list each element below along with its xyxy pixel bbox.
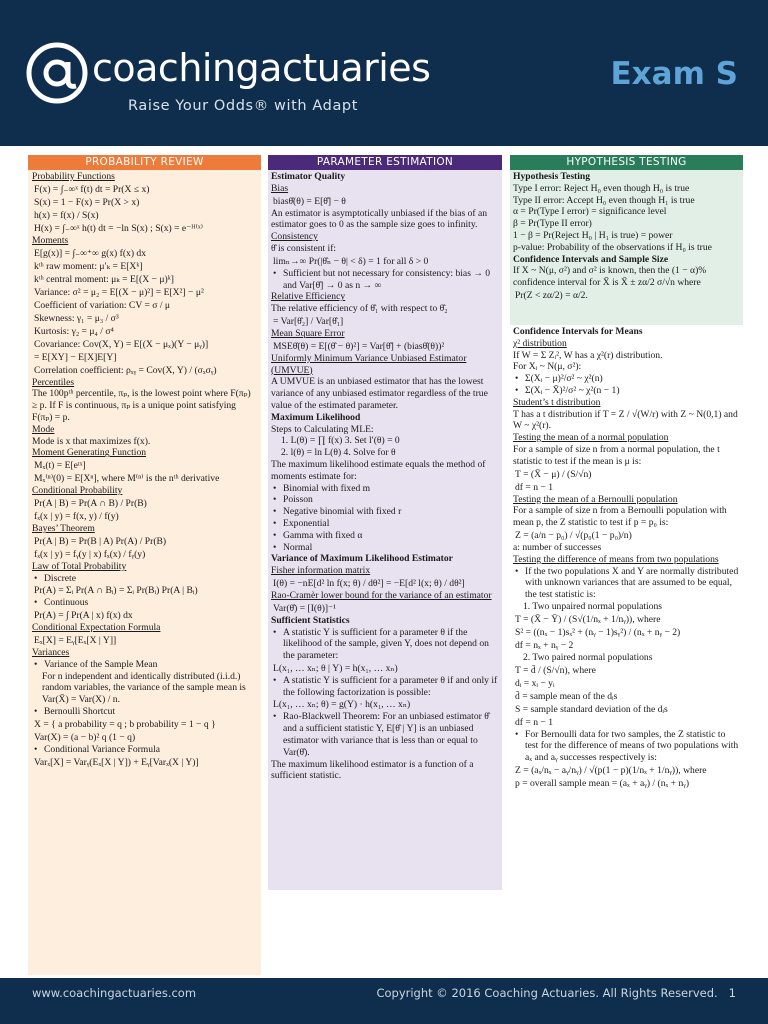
col3-line: p-value: Probability of the observations if H₀ is true	[513, 241, 712, 253]
col2-line: The relative efficiency of θ̂₁ with respect to θ̂₂	[271, 303, 448, 315]
col2-line: Relative Efficiency	[271, 291, 346, 303]
col3-line: S = sample standard deviation of the dᵢs	[515, 703, 668, 715]
col3-line: Pr(Z < zα/2) = α/2.	[515, 289, 588, 301]
col3-line: T = (X̄ − μ) / (S/√n)	[515, 468, 592, 480]
col2-line: • Negative binomial with fixed r	[271, 506, 499, 518]
hypothesis-testing-column	[510, 155, 743, 791]
col3-line: Type I error: Reject H₀ even though H₀ is true	[513, 182, 690, 194]
col2-line: Rao-Cramèr lower bound for the variance of an estimator	[271, 589, 492, 601]
page-header	[0, 0, 768, 146]
col2-line: • Exponential	[271, 518, 499, 530]
exam-title: Exam S	[610, 56, 738, 92]
col2-line: 2. l(θ) = ln L(θ) 4. Solve for θ	[281, 447, 396, 459]
col1-line: Moments	[32, 234, 69, 246]
col3-line: • For Bernoulli data for two samples, the Z statistic to test for the difference of means of two populations with aₓ and aᵧ successes respectively is:	[513, 729, 740, 764]
col3-line: 1. Two unpaired normal populations	[523, 600, 663, 612]
col2-line: • A statistic Y is sufficient for a parameter θ if the likelihood of the sample, given Y, does not depend on the parameter:	[271, 627, 499, 662]
col1-line: Variance: σ² = μ₂ = E[(X − μ)²] = E[X²] − μ²	[34, 286, 204, 298]
col3-line: • If the two populations X and Y are normally distributed with unknown variances that are assumed to be equal, the test statistic is:	[513, 566, 740, 601]
col2-line: limₙ→∞ Pr(|θ̂ₙ − θ| < δ) = 1 for all δ > 0	[273, 255, 429, 267]
col3-line: Hypothesis Testing	[513, 171, 591, 182]
col2-line: Var(θ̂) = [I(θ)]⁻¹	[273, 602, 337, 614]
col1-line: Pr(A | B) = Pr(B | A) Pr(A) / Pr(B)	[34, 535, 167, 547]
col1-line: fₓ(x | y) = f(x, y) / f(y)	[34, 510, 119, 522]
col1-line: Eₓ[X] = Eᵧ[Eₓ[X | Y]]	[34, 634, 117, 646]
col3-line: T = d̄ / (S/√n), where	[515, 664, 596, 676]
col1-line: h(x) = f(x) / S(x)	[34, 209, 99, 221]
col1-line: kᵗʰ central moment: μₖ = E[(X − μ)ᵏ]	[34, 273, 174, 285]
col1-line: Mₓ(t) = E[eᵗˣ]	[34, 460, 86, 472]
col3-line: For a sample of size n from a normal population, the t statistic to test if the mean is μ is:	[513, 443, 720, 467]
col3-line: df = nₓ + nᵧ − 2	[515, 639, 574, 651]
col3-line: • Σ(Xᵢ − μ)²/σ² ~ χ²(n)	[513, 373, 740, 385]
footer-url[interactable]: www.coachingactuaries.com	[32, 986, 197, 1000]
col2-line: • A statistic Y is sufficient for a parameter θ if and only if the following factorization is possible:	[271, 675, 499, 699]
col2-line: L(x₁, … xₙ; θ | Y) = h(x₁, … xₙ)	[273, 662, 398, 674]
col3-line: α = Pr(Type I error) = significance level	[513, 206, 667, 218]
footer-copyright	[376, 986, 736, 1000]
col1-line: S(x) = 1 − F(x) = Pr(X > x)	[34, 196, 140, 208]
col3-line: d̄ = sample mean of the dᵢs	[515, 690, 618, 702]
col3-line: Type II error: Accept H₀ even though H₁ is true	[513, 194, 695, 206]
col1-line: Kurtosis: γ₂ = μ₄ / σ⁴	[34, 325, 114, 337]
col2-line: • Gamma with fixed α	[271, 530, 499, 542]
hypothesis-testing-body	[510, 325, 743, 791]
col3-line: χ² distribution	[513, 337, 567, 349]
col1-line: • Discrete	[32, 573, 257, 585]
col1-line: • Bernoulli Shortcut	[32, 706, 257, 718]
probability-review-body	[28, 170, 261, 975]
col3-line: If X ~ N(μ, σ²) and σ² is known, then the (1 − α)% confidence interval for X̄ is X̄ ± zα/2 σ/√n where	[513, 265, 707, 289]
parameter-estimation-body	[268, 170, 502, 783]
col1-line: Mode is x that maximizes f(x).	[32, 435, 151, 447]
col2-line: • Normal	[271, 542, 499, 554]
col3-line: Confidence Intervals for Means	[513, 326, 643, 337]
col3-line: Z = (a/n − p₀) / √(p₀(1 − p₀)/n)	[515, 529, 632, 541]
col1-line: Bayes’ Theorem	[32, 522, 95, 534]
col2-line: Fisher information matrix	[271, 565, 371, 577]
col1-line: The 100pᵗʰ percentile, πₚ, is the lowest point where F(πₚ) ≥ p. If F is continuous, πₚ is a unique point satisfying F(πₚ) = p.	[32, 388, 251, 423]
col1-line: H(x) = ∫₋∞ˣ h(t) dt = −ln S(x) ; S(x) = e⁻ᴴ⁽ˣ⁾	[34, 222, 203, 234]
page-number: 1	[728, 986, 736, 1000]
probability-review-column	[28, 155, 261, 975]
col2-line: Sufficient Statistics	[271, 614, 350, 626]
col1-line: • Conditional Variance Formula	[32, 744, 257, 756]
col1-line: = E[XY] − E[X]E[Y]	[34, 351, 117, 363]
col2-line: I(θ) = −nE[d² ln f(x; θ) / dθ²] = −E[d² l(x; θ) / dθ²]	[273, 577, 465, 589]
col3-line: β = Pr(Type II error)	[513, 218, 592, 230]
col1-line: Law of Total Probability	[32, 560, 127, 572]
col2-line: θ̂ is consistent if:	[271, 242, 337, 254]
col1-line: Pr(A) = Σᵢ Pr(A ∩ Bᵢ) = Σᵢ Pr(Bᵢ) Pr(A | Bᵢ)	[34, 585, 198, 597]
col1-line: Mₓ⁽ⁿ⁾(0) = E[Xⁿ], where M⁽ⁿ⁾ is the nᵗʰ derivative	[34, 473, 220, 485]
col2-line: Maximum Likelihood	[271, 411, 361, 423]
hypothesis-testing-heading: HYPOTHESIS TESTING	[510, 155, 743, 170]
col3-line: Testing the mean of a Bernoulli population	[513, 493, 678, 505]
col2-line: A UMVUE is an unbiased estimator that has the lowest variance of any unbiased estimator regardless of the true value of the estimated parameter.	[271, 376, 488, 411]
col3-line: df = n − 1	[515, 481, 554, 493]
col2-line: An estimator is asymptotically unbiased if the bias of an estimator goes to 0 as the sample size goes to infinity.	[271, 207, 488, 231]
col1-line: Conditional Expectation Formula	[32, 622, 161, 634]
col1-line: fₓ(x | y) = fᵧ(y | x) fₓ(x) / fᵧ(y)	[34, 548, 146, 560]
col1-line: Varₓ[X] = Varᵧ(Eₓ[X | Y]) + Eᵧ[Varₓ(X | Y)]	[34, 756, 199, 768]
col1-line: Variances	[32, 646, 70, 658]
col1-line: • Continuous	[32, 597, 257, 609]
col1-line: Probability Functions	[32, 171, 115, 182]
col3-line: 2. Two paired normal populations	[523, 651, 653, 663]
col2-line: Bias	[271, 182, 289, 194]
col1-line: Skewness: γ₁ = μ₃ / σ³	[34, 312, 119, 324]
col2-line: L(x₁, … xₙ; θ) = g(Y) · h(x₁, … xₙ)	[273, 699, 411, 711]
col1-line: Pr(A | B) = Pr(A ∩ B) / Pr(B)	[34, 497, 147, 509]
col2-line: MSEθ̂(θ) = E[(θ̂ − θ)²] = Var[θ̂] + (biasθ̂(θ))²	[273, 340, 445, 352]
col1-line: kᵗʰ raw moment: μ′ₖ = E[Xᵏ]	[34, 260, 143, 272]
col1-line: Conditional Probability	[32, 485, 123, 497]
col2-line: • Binomial with fixed m	[271, 483, 499, 495]
col3-line: Student’s t distribution	[513, 396, 601, 408]
parameter-estimation-heading: PARAMETER ESTIMATION	[268, 155, 502, 170]
col1-line: Percentiles	[32, 376, 75, 388]
col1-line: Correlation coefficient: ρₓᵧ = Cov(X, Y) / (σₓσᵧ)	[34, 364, 217, 376]
col1-line: Moment Generating Function	[32, 447, 147, 459]
col2-line: The maximum likelihood estimate equals the method of moments estimate for:	[271, 458, 486, 482]
copyright-text: Copyright © 2016 Coaching Actuaries. All Rights Reserved.	[376, 986, 718, 1000]
col3-line: For a sample of size n from a Bernoulli population with mean p, the Z statistic to test if p = p₀ is:	[513, 505, 727, 529]
parameter-estimation-column	[268, 155, 502, 890]
col3-line: T = (X̄ − Ȳ) / (S√(1/nₓ + 1/nᵧ)), where	[515, 613, 661, 625]
col1-line: Covariance: Cov(X, Y) = E[(X − μₓ)(Y − μᵧ)]	[34, 338, 209, 350]
col3-line: Testing the mean of a normal population	[513, 432, 669, 444]
col2-line: • Sufficient but not necessary for consistency: bias → 0 and Var[θ̂] → 0 as n → ∞	[271, 268, 499, 292]
col1-line: F(x) = ∫₋∞ˣ f(t) dt = Pr(X ≤ x)	[34, 183, 150, 195]
col3-line: dᵢ = xᵢ − yᵢ	[515, 677, 555, 689]
col1-line: Coefficient of variation: CV = σ / μ	[34, 299, 171, 311]
col2-line: • Rao-Blackwell Theorem: For an unbiased estimator θ̂ and a sufficient statistic Y, E[θ̂ | Y] is an unbiased estimator with variance that is less than or equal to Var(θ̂).	[271, 711, 499, 758]
col2-line: Uniformly Minimum Variance Unbiased Estimator (UMVUE)	[271, 352, 467, 376]
col1-line: X = { a probability = q ; b probability = 1 − q }	[34, 718, 216, 730]
col2-line: 1. L(θ) = ∏ f(x) 3. Set l′(θ) = 0	[281, 435, 400, 447]
col1-line: Mode	[32, 423, 55, 435]
col3-line: Testing the difference of means from two populations	[513, 553, 719, 565]
col1-line: E[g(x)] = ∫₋∞⁺∞ g(x) f(x) dx	[34, 247, 147, 259]
probability-review-heading: PROBABILITY REVIEW	[28, 155, 261, 170]
col3-line: Confidence Intervals and Sample Size	[513, 253, 669, 265]
col3-line: • Σ(Xᵢ − X̄)²/σ² ~ χ²(n − 1)	[513, 385, 740, 397]
col1-line: For n independent and identically distributed (i.i.d.) random variables, the variance of the sample mean is Var(X̄) = Var(X) / n.	[42, 670, 246, 706]
hypothesis-testing-box	[510, 170, 743, 325]
col1-line: Var(X) = (a − b)² q (1 − q)	[34, 731, 136, 743]
page-footer	[0, 978, 768, 1024]
col2-line: Steps to Calculating MLE:	[271, 423, 374, 435]
col2-line: = Var[θ̂₂] / Var[θ̂₁]	[273, 315, 344, 327]
col2-line: Consistency	[271, 231, 318, 243]
col3-line: 1 − β = Pr(Reject H₀ | H₁ is true) = power	[513, 229, 673, 241]
col3-line: S² = ((nₓ − 1)sₓ² + (nᵧ − 1)sᵧ²) / (nₓ + nᵧ − 2)	[515, 626, 681, 638]
col3-line: df = n − 1	[515, 716, 554, 728]
col3-line: If W = Σ Zᵢ², W has a χ²(r) distribution.	[513, 349, 663, 361]
col2-line: The maximum likelihood estimator is a function of a sufficient statistic.	[271, 758, 474, 782]
tagline: Raise Your Odds® with Adapt	[128, 98, 359, 114]
col3-line: a: number of successes	[513, 541, 602, 553]
col2-line: Estimator Quality	[271, 171, 346, 182]
col2-line: biasθ̂(θ) = E[θ̂] − θ	[273, 195, 346, 207]
col2-line: Variance of Maximum Likelihood Estimator	[271, 553, 453, 565]
col3-line: p = overall sample mean = (aₓ + aᵧ) / (nₓ + nᵧ)	[515, 777, 690, 789]
col3-line: T has a t distribution if T = Z / √(W/r) with Z ~ N(0,1) and W ~ χ²(r).	[513, 408, 738, 432]
col3-line: For Xᵢ ~ N(μ, σ²):	[513, 361, 582, 373]
at-sign-icon	[22, 38, 92, 108]
col2-line: Mean Square Error	[271, 327, 345, 339]
col3-line: Z = (aₓ/nₓ − aᵧ/nᵧ) / √(p(1 − p)(1/nₓ + 1/nᵧ)), where	[515, 764, 707, 776]
col1-line: Pr(A) = ∫ Pr(A | x) f(x) dx	[34, 610, 133, 622]
brand-name: coachingactuaries	[92, 46, 431, 90]
col2-line: • Poisson	[271, 494, 499, 506]
col1-line: • Variance of the Sample Mean	[32, 659, 257, 671]
